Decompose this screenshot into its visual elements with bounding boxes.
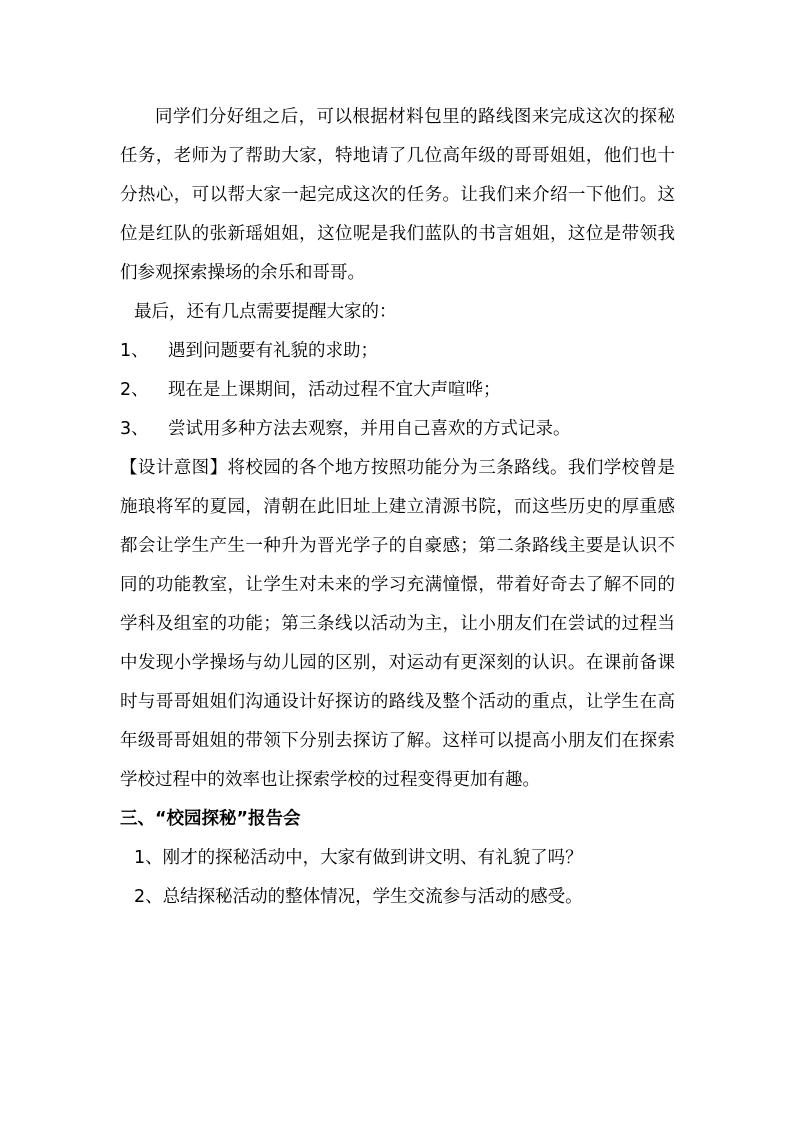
reminder-text: 遇到问题要有礼貌的求助；: [168, 341, 378, 361]
question-item-2: 2、总结探秘活动的整体情况，学生交流参与活动的感受。: [134, 887, 583, 907]
design-intent-paragraph: [120, 449, 675, 800]
reminder-number: 3、: [120, 419, 149, 439]
reminder-number: 2、: [120, 380, 149, 400]
reminder-text: 现在是上课期间，活动过程不宜大声喧哗；: [168, 380, 501, 400]
reminder-item-2: [120, 371, 675, 410]
design-intent-text: 将校园的各个地方按照功能分为三条路线。我们学校曾是施琅将军的夏园，清朝在此旧址上建立清源书院，而这些历史的厚重感都会让学生产生一种升为晋光学子的自豪感；第二条路线主要是认识不同的功能教室，让学生对未来的学习充满憧憬，带着好奇去了解不同的学科及组室的功能；第三条线以活动为主，让小朋友们在尝试的过程当中发现小学操场与幼儿园的区别，对运动有更深刻的认识。在课前备课时与哥哥姐姐们沟通设计好探访的路线及整个活动的重点，让学生在高年级哥哥姐姐的带领下分别去探访了解。这样可以提高小朋友们在探索学校过程中的效率也让探索学校的过程变得更加有趣。: [120, 458, 675, 790]
document-page: [120, 98, 675, 917]
reminder-intro: 最后，还有几点需要提醒大家的：: [134, 302, 397, 322]
intro-paragraph: 同学们分好组之后，可以根据材料包里的路线图来完成这次的探秘任务，老师为了帮助大家，特地请了几位高年级的哥哥姐姐，他们也十分热心，可以帮大家一起完成这次的任务。让我们来介绍一下他们。这位是红队的张新瑶姐姐，这位呢是我们蓝队的书言姐姐，这位是带领我们参观探索操场的余乐和哥哥。: [120, 107, 675, 283]
reminder-item-1: [120, 332, 675, 371]
reminder-item-3: [120, 410, 675, 449]
reminder-text: 尝试用多种方法去观察，并用自己喜欢的方式记录。: [168, 419, 571, 439]
reminder-number: 1、: [120, 341, 149, 361]
question-item-1: 1、刚才的探秘活动中，大家有做到讲文明、有礼貌了吗？: [134, 848, 583, 868]
design-intent-label: 【设计意图】: [120, 458, 228, 478]
section-title: 三、“校园探秘”报告会: [120, 809, 301, 829]
